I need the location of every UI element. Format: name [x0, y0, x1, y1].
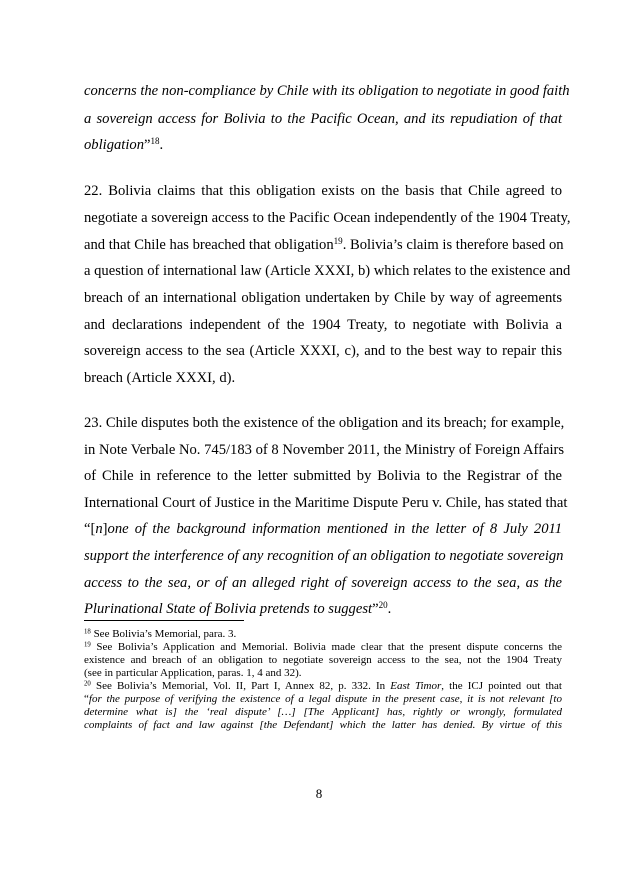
- para22-line-6: and declarations independent of the 1904 Treaty, to negotiate with Bolivia a: [84, 317, 562, 333]
- para23-line-8: Plurinational State of Bolivia pretends to suggest”$^{20}$.: [84, 600, 392, 617]
- para22-line-1: 22. Bolivia claims that this obligation exists on the basis that Chile agreed to: [84, 183, 562, 199]
- footnote-ref-18[interactable]: 18: [150, 136, 160, 147]
- para22-line-8: breach (Article XXXI, d).: [84, 370, 236, 386]
- para22-line-4: a question of international law (Article XXXI, b) which relates to the existence and: [84, 263, 571, 279]
- footnote-ref-19[interactable]: 19: [333, 236, 343, 247]
- para23-line-5: “[n]one of the background information mentioned in the letter of 8 July 2011: [84, 521, 562, 537]
- footnote-19-line-2: existence and breach of an obligation to negotiate sovereign access to the sea, not the 1904 Treaty: [84, 654, 562, 666]
- footnote-18: $^{18}$ See Bolivia’s Memorial, para. 3.: [84, 628, 237, 640]
- footnote-separator: [84, 620, 244, 621]
- intro-line-3: obligation”$^{18}$.: [84, 136, 164, 153]
- footnote-ref-20[interactable]: 20: [378, 600, 388, 611]
- para23-line-3: of Chile in reference to the letter submitted by Bolivia to the Registrar of the: [84, 468, 562, 484]
- footnote-20-line-1: $^{20}$ See Bolivia’s Memorial, Vol. II, Part I, Annex 82, p. 332. In East Timor, the ICJ pointed out that: [84, 680, 562, 692]
- para22-line-2: negotiate a sovereign access to the Pacific Ocean independently of the 1904 Treaty,: [84, 210, 571, 226]
- para23-line-1: 23. Chile disputes both the existence of the obligation and its breach; for example,: [84, 415, 565, 431]
- footnote-19-line-3: (see in particular Application, paras. 1, 4 and 32).: [84, 667, 302, 679]
- para23-line-2: in Note Verbale No. 745/183 of 8 November 2011, the Ministry of Foreign Affairs: [84, 442, 565, 458]
- intro-line-1: concerns the non-compliance by Chile with its obligation to negotiate in good faith: [84, 83, 570, 99]
- footnote-20-line-3: determine what is] the ‘real dispute’ […] [The Applicant] has, rightly or wrongly, formulated: [84, 706, 562, 718]
- para23-line-7: access to the sea, or of an alleged right of sovereign access to the sea, as the: [84, 575, 562, 591]
- para23-line-6: support the interference of any recognition of an obligation to negotiate sovereign: [84, 548, 564, 564]
- footnote-20-line-4: complaints of fact and law against [the Defendant] which the latter has denied. By virtue of this: [84, 719, 562, 731]
- footnote-20-line-2: “for the purpose of verifying the existence of a legal dispute in the present case, it is not relevant [to: [84, 693, 562, 705]
- para22-line-3: and that Chile has breached that obligation$^{19}$. Bolivia’s claim is therefore based on: [84, 236, 564, 253]
- para22-line-7: sovereign access to the sea (Article XXXI, c), and to the best way to repair this: [84, 343, 562, 359]
- page-number: 8: [315, 786, 323, 801]
- para22-line-5: breach of an international obligation undertaken by Chile by way of agreements: [84, 290, 562, 306]
- intro-line-2: a sovereign access for Bolivia to the Pacific Ocean, and its repudiation of that: [84, 111, 562, 127]
- para23-line-4: International Court of Justice in the Maritime Dispute Peru v. Chile, has stated that: [84, 495, 568, 511]
- footnote-19-line-1: $^{19}$ See Bolivia’s Application and Memorial. Bolivia made clear that the present dispute concerns the: [84, 641, 562, 653]
